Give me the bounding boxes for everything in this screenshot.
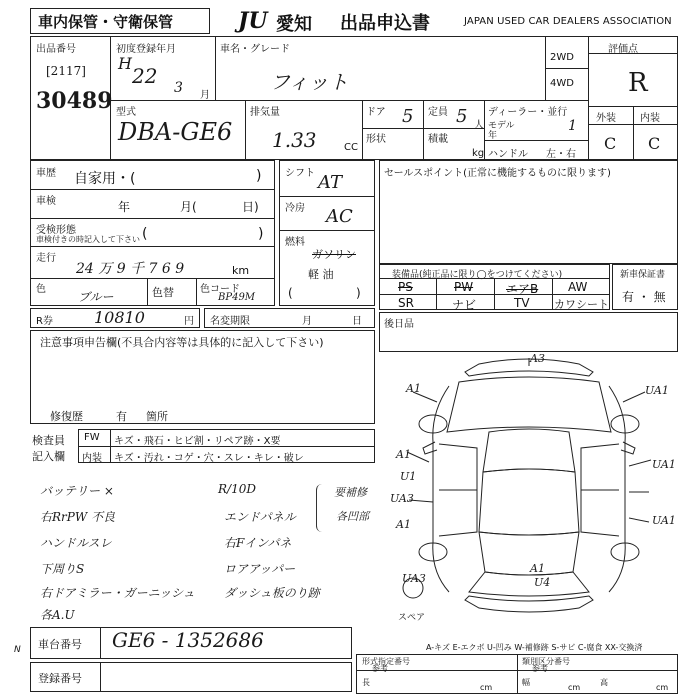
notes-label: 注意事項申告欄(不具合内容等は具体的に記入して下さい) — [40, 336, 324, 349]
association-name: JAPAN USED CAR DEALERS ASSOCIATION — [464, 16, 672, 27]
shift-label: シフト — [285, 168, 315, 179]
note-side-1: 要補修 — [334, 486, 367, 499]
drive-4wd: 4WD — [550, 78, 574, 89]
car-name-value: フィット — [270, 70, 349, 94]
shaken-day: 日) — [242, 200, 259, 214]
interior-value: C — [648, 134, 661, 153]
recycle-value: 10810 — [94, 308, 145, 327]
dim-height-unit: cm — [656, 683, 669, 692]
storage-label: 車内保管・守衛保管 — [38, 13, 174, 31]
equip-pw: PW — [454, 280, 474, 294]
model-label: 型式 — [116, 107, 136, 118]
rear-bumper — [465, 596, 593, 612]
spare-label: スペア — [398, 613, 426, 623]
registration-year: 22 — [132, 64, 158, 88]
note-left-3: ハンドルスレ — [40, 536, 112, 550]
registration-month-unit: 月 — [200, 90, 210, 101]
note-right-1: R/10D — [218, 482, 256, 496]
recycle-label: R券 — [36, 316, 53, 327]
repair-label: 修復歴 — [50, 410, 83, 423]
equip-airbag: エアB — [506, 282, 539, 296]
equip-sr: SR — [398, 296, 414, 310]
shaken-month: 月( — [180, 200, 197, 214]
equip-seat: カワシート — [554, 298, 609, 311]
mirror-right — [621, 442, 635, 454]
rear-items-frame — [379, 312, 678, 352]
region-label: 愛知 — [276, 14, 312, 35]
dealer-year-label: 年 — [488, 131, 498, 141]
interior-check-label: 内装 — [82, 453, 102, 464]
note-left-6: 各A.U — [40, 608, 75, 622]
note-left-2: 右RrPW 不良 — [40, 510, 115, 524]
capacity-label: 定員 — [428, 107, 448, 118]
fuel-petrol: ガソリン — [312, 248, 356, 261]
displacement-unit: CC — [344, 142, 358, 153]
fuel-open: ( — [288, 286, 293, 300]
class-spec-ref: 参考 — [532, 664, 548, 673]
car-name-label: 車名・グレード — [220, 44, 290, 55]
form-title: 出品申込書 — [340, 13, 430, 34]
history-close: ) — [256, 168, 262, 184]
damage-legend: A-キズ E-エクボ U-凹み W-補修跡 S-サビ C-腐食 XX-交換済 — [426, 643, 643, 652]
capacity-value: 5 — [456, 106, 468, 127]
history-value: 自家用・( — [74, 171, 136, 187]
handle-options: 左・右 — [546, 149, 576, 160]
mark-front-a3: A3 — [530, 352, 545, 365]
receive-note: 車検付きの時記入して下さい — [36, 235, 140, 244]
exterior-value: C — [604, 134, 617, 153]
mark-right-ua1-top: UA1 — [645, 384, 669, 397]
lot-number-label: 出品番号 — [36, 44, 76, 55]
dealer-model-label: モデル — [488, 121, 515, 131]
fuel-label: 燃料 — [285, 237, 305, 248]
mark-right-ua1-low: UA1 — [652, 514, 676, 527]
shaken-label: 車検 — [36, 196, 56, 207]
inspector-label-1: 検査員 — [32, 434, 65, 447]
load-unit: kg — [472, 148, 485, 159]
model-value: DBA-GE6 — [118, 118, 233, 146]
rear-items-label: 後日品 — [384, 319, 414, 330]
fuel-diesel: 軽 油 — [308, 268, 334, 281]
interior-items: キズ・汚れ・コゲ・穴・スレ・キレ・破レ — [114, 453, 304, 464]
registration-era: H — [118, 54, 132, 73]
note-right-4: ロアアッパー — [224, 562, 296, 576]
dealer-label: ディーラー・並行 — [488, 107, 568, 118]
note-right-3: 右Fインパネ — [224, 536, 292, 550]
equip-tv: TV — [514, 296, 530, 310]
note-side-2: 各凹部 — [336, 510, 369, 523]
fw-items: キズ・飛石・ヒビ割・リペア跡・X要 — [114, 436, 281, 447]
exterior-label: 外装 — [596, 113, 616, 124]
mark-left-ua3: UA3 — [390, 492, 414, 505]
hood — [447, 377, 611, 432]
mark-right-ua1-mid: UA1 — [652, 458, 676, 471]
registration-label: 初度登録年月 — [116, 44, 176, 55]
equip-navi: ナビ — [452, 298, 477, 312]
handle-label: ハンドル — [488, 149, 528, 160]
receive-label: 受検形態 — [36, 225, 76, 236]
dim-length: 長 — [362, 678, 370, 687]
car-diagram — [379, 352, 678, 642]
dim-height: 高 — [600, 678, 608, 687]
warranty-options: 有 ・ 無 — [622, 290, 666, 304]
grade-score: R — [628, 68, 648, 98]
dim-length-unit: cm — [480, 683, 493, 692]
rear-window — [479, 532, 579, 575]
shift-value: AT — [318, 172, 343, 193]
mark-rear-u4: U4 — [534, 576, 551, 589]
mileage-value: 24 万 9 千 7 6 9 — [76, 261, 185, 277]
mileage-label: 走行 — [36, 253, 56, 264]
mileage-unit: km — [232, 264, 250, 277]
name-change-month: 月 — [302, 316, 312, 327]
shaken-year: 年 — [118, 200, 131, 214]
mirror-left — [423, 442, 437, 454]
receive-close: ) — [258, 226, 264, 242]
color-value: ブルー — [78, 290, 114, 304]
interior-label: 内装 — [640, 113, 660, 124]
load-label: 積載 — [428, 134, 448, 145]
registration-month: 3 — [174, 80, 183, 96]
fw-label: FW — [84, 432, 100, 443]
repair-value: 有 — [116, 410, 127, 423]
displacement-label: 排気量 — [250, 107, 280, 118]
lot-number: 30489 — [36, 88, 113, 114]
capacity-unit: 人 — [474, 120, 484, 131]
color-code-label: 色コード — [200, 284, 240, 295]
mark-rear-a1: A1 — [530, 562, 545, 575]
class-spec-label: 類別区分番号 — [522, 657, 570, 666]
note-right-2: エンドパネル — [224, 510, 296, 524]
aircon-label: 冷房 — [285, 203, 305, 214]
mark-left-a1-mid: A1 — [396, 448, 411, 461]
warranty-label: 新車保証書 — [620, 270, 666, 280]
margin-mark: N — [14, 645, 21, 655]
receive-open: ( — [142, 226, 148, 242]
dealer-value: 1 — [568, 118, 577, 134]
equip-ps: PS — [398, 280, 413, 294]
trunk — [469, 572, 589, 596]
inspector-label-2: 記入欄 — [32, 450, 65, 463]
dim-width-unit: cm — [568, 683, 581, 692]
equip-aw: AW — [568, 280, 588, 294]
dim-width: 幅 — [522, 678, 530, 687]
fuel-close: ) — [356, 286, 361, 300]
grade-label: 評価点 — [608, 44, 638, 55]
aircon-value: AC — [326, 206, 353, 227]
doors-value: 5 — [402, 106, 414, 127]
name-change-day: 日 — [352, 316, 362, 327]
drive-2wd: 2WD — [550, 52, 574, 63]
note-left-1: バッテリー × — [40, 484, 114, 498]
lot-sub-number: [2117] — [46, 64, 86, 78]
color-code: BP49M — [218, 292, 256, 303]
color-label: 色 — [36, 284, 46, 295]
mark-left-a1-low: A1 — [396, 518, 411, 531]
name-change-label: 名変期限 — [210, 316, 250, 327]
doors-label: ドア — [366, 107, 386, 118]
chassis-label: 車台番号 — [38, 638, 82, 651]
mark-left-ua3-low: UA3 — [402, 572, 426, 585]
windshield — [483, 429, 575, 472]
mark-left-u1: U1 — [400, 470, 417, 483]
roof — [479, 469, 579, 535]
note-left-4: 下周りS — [40, 562, 85, 576]
displacement-value: 1.33 — [272, 128, 317, 152]
type-spec-label: 形式指定番号 — [362, 657, 410, 666]
recycle-unit: 円 — [184, 316, 194, 327]
sales-point-label: セールスポイント(正常に機能するものに限ります) — [384, 168, 611, 179]
note-left-5: 右ドアミラー・ガーニッシュ — [40, 586, 195, 600]
mark-left-a1-top: A1 — [406, 382, 421, 395]
color-change-label: 色替 — [152, 286, 174, 299]
brace-mark — [316, 484, 327, 532]
plate-label: 登録番号 — [38, 672, 82, 685]
chassis-value: GE6 - 1352686 — [112, 628, 264, 652]
shape-label: 形状 — [366, 134, 386, 145]
note-right-5: ダッシュ板のり跡 — [224, 586, 320, 600]
repair-part: 箇所 — [146, 410, 168, 423]
type-spec-ref: 参考 — [372, 664, 388, 673]
ju-logo: JU — [238, 8, 268, 34]
history-label: 車歴 — [36, 168, 56, 179]
equipment-label: 装備品(純正品に限り◯をつけてください) — [392, 270, 563, 280]
